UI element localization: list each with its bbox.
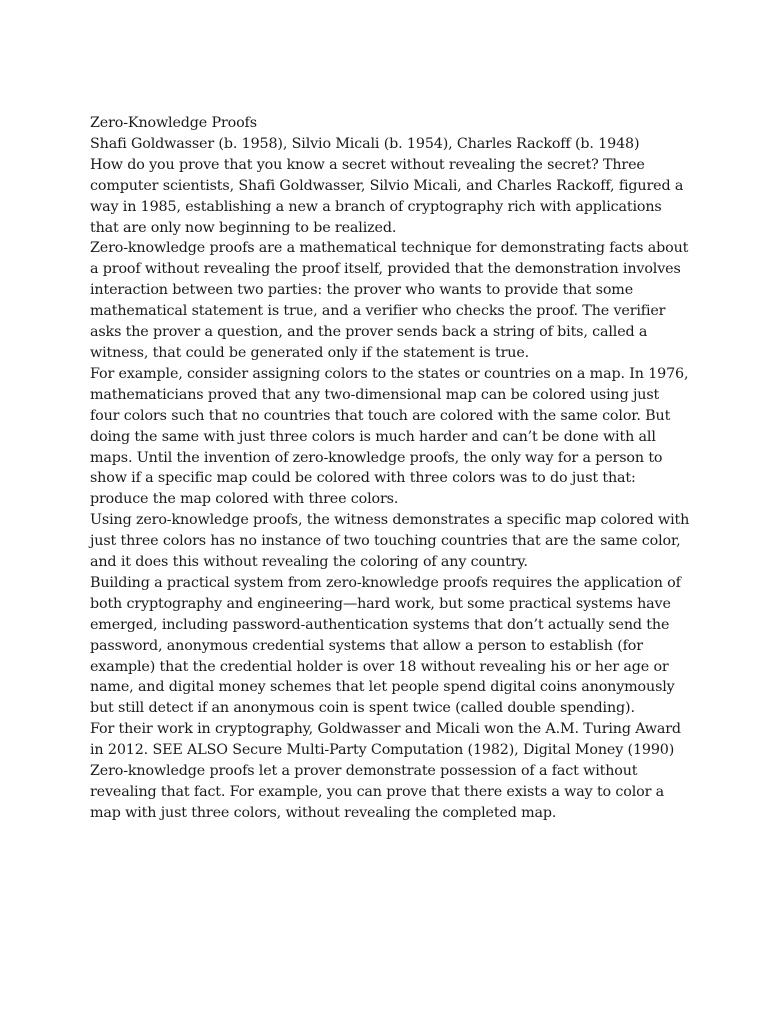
paragraph-caption: Zero-knowledge proofs let a prover demonstrate possession of a fact without revealing that fact. For example, you can prove that there exists a way to color a map with just three colors, without revealing the completed map. [90, 763, 665, 821]
paragraph-witness: Using zero-knowledge proofs, the witness demonstrates a specific map colored with just three colors has no instance of two touching countries that are the same color, and it does this without revealing the coloring of any country. [90, 512, 690, 571]
paragraph-intro: How do you prove that you know a secret without revealing the secret? Three computer scientists, Shafi Goldwasser, Silvio Micali, and Charles Rackoff, figured a way in 1985, establishing a new a branch of cryptography rich with applications that are only now beginning to be realized. [90, 156, 684, 236]
document-title: Zero-Knowledge Proofs [90, 115, 257, 131]
paragraph-turing-award: For their work in cryptography, Goldwasser and Micali won the A.M. Turing Award in 2012. SEE ALSO Secure Multi-Party Computation (1982), Digital Money (1990) [90, 721, 681, 759]
paragraph-definition: Zero-knowledge proofs are a mathematical technique for demonstrating facts about a proof without revealing the proof itself, provided that the demonstration involves interaction between two parties: the prover who wants to provide that some mathematical statement is true, and a verifier who checks the proof. The verifier asks the prover a question, and the prover sends back a string of bits, called a witness, that could be generated only if the statement is true. [90, 240, 689, 361]
paragraph-map-example: For example, consider assigning colors to the states or countries on a map. In 1976, mathematicians proved that any two-dimensional map can be colored using just four colors such that no countries that touch are colored with the same color. But doing the same with just three colors is much harder and can’t be done with all maps. Until the invention of zero-knowledge proofs, the only way for a person to show if a specific map could be colored with three colors was to do just that: produce the map colored with three colors. [90, 365, 689, 508]
paragraph-practical-systems: Building a practical system from zero-knowledge proofs requires the application of both cryptography and engineering—hard work, but some practical systems have emerged, including password-authentication systems that don’t actually send the password, anonymous credential systems that allow a person to establish (for example) that the credential holder is over 18 without revealing his or her age or name, and digital money schemes that let people spend digital coins anonymously but still detect if an anonymous coin is spent twice (called double spending). [90, 574, 681, 717]
document-authors: Shafi Goldwasser (b. 1958), Silvio Micali (b. 1954), Charles Rackoff (b. 1948) [90, 135, 640, 152]
document-page [90, 113, 690, 824]
